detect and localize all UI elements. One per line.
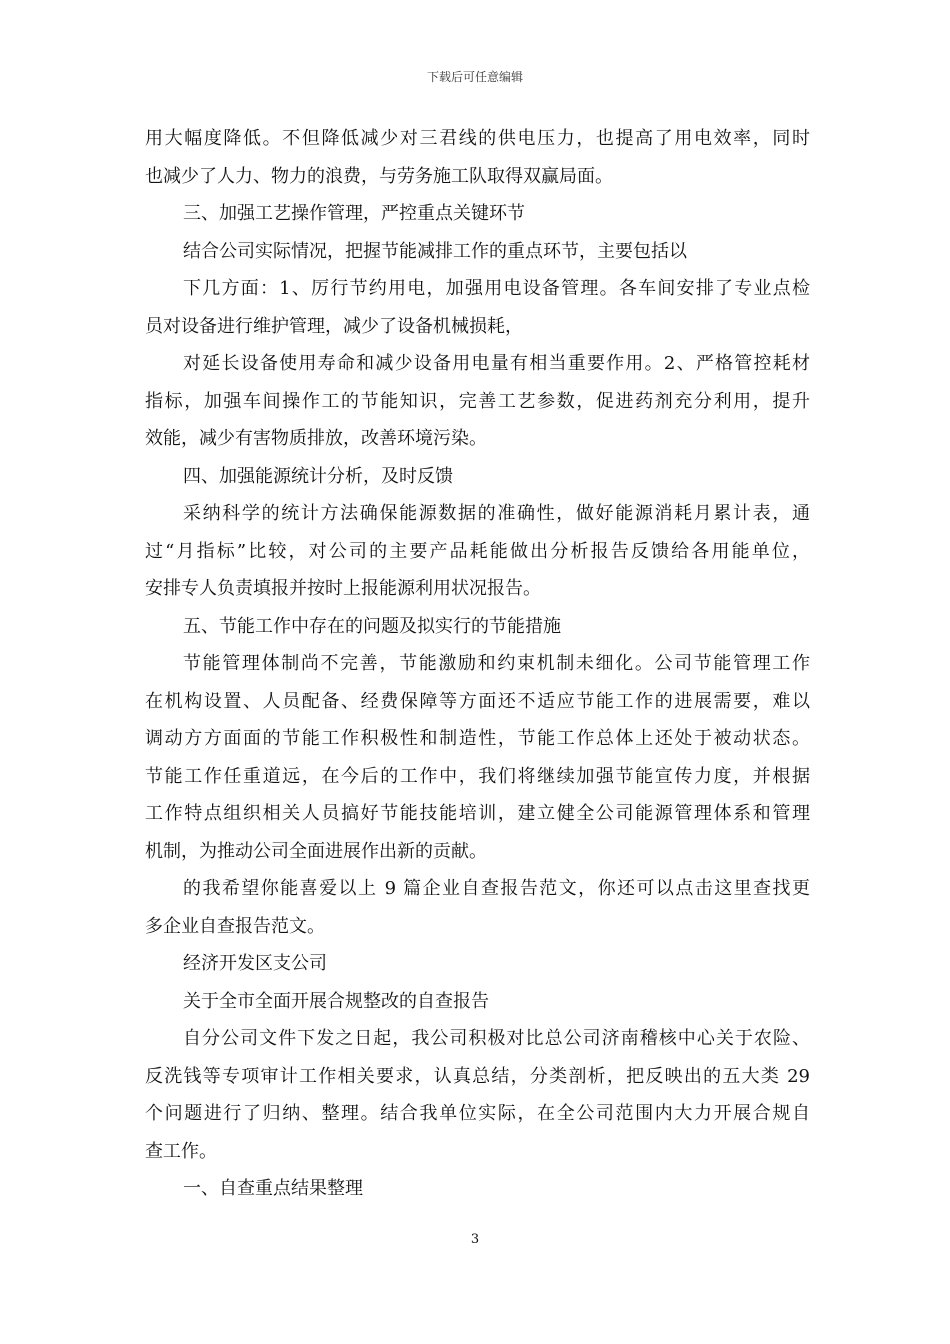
paragraph-line: 安排专人负责填报并按时上报能源利用状况报告。 <box>145 578 541 599</box>
paragraph-line: 采纳科学的统计方法确保能源数据的准确性，做好能源消耗月累计表，通 <box>183 503 810 524</box>
paragraph-line: 在机构设置、人员配备、经费保障等方面还不适应节能工作的进展需要，难以 <box>145 690 810 712</box>
section-heading: 五、节能工作中存在的问题及拟实行的节能措施 <box>183 615 561 637</box>
section-heading: 经济开发区支公司 <box>183 953 327 974</box>
paragraph-line: 多企业自查报告范文。 <box>145 915 325 937</box>
paragraph-line: 员对设备进行维护管理，减少了设备机械损耗， <box>145 315 523 337</box>
paragraph-line: 结合公司实际情况，把握节能减排工作的重点环节，主要包括以 <box>183 240 687 262</box>
paragraph-line: 工作特点组织相关人员搞好节能技能培训，建立健全公司能源管理体系和管理 <box>145 803 810 824</box>
paragraph-line: 也减少了人力、物力的浪费，与劳务施工队取得双赢局面。 <box>145 165 613 187</box>
paragraph-line: 反洗钱等专项审计工作相关要求，认真总结，分类剖析，把反映出的五大类 29 <box>145 1065 810 1087</box>
paragraph-line: 节能管理体制尚不完善，节能激励和约束机制未细化。公司节能管理工作 <box>183 653 810 674</box>
section-heading: 三、加强工艺操作管理，严控重点关键环节 <box>183 203 525 224</box>
paragraph-line: 的我希望你能喜爱以上 9 篇企业自查报告范文，你还可以点击这里查找更 <box>183 878 810 899</box>
section-heading: 关于全市全面开展合规整改的自查报告 <box>183 990 489 1012</box>
document-body <box>145 120 810 1208</box>
paragraph-line: 过“月指标”比较，对公司的主要产品耗能做出分析报告反馈给各用能单位， <box>145 540 810 562</box>
page-number: 3 <box>470 1232 480 1247</box>
paragraph-line: 调动方方面面的节能工作积极性和制造性，节能工作总体上还处于被动状态。 <box>145 728 810 749</box>
paragraph-line: 查工作。 <box>145 1140 217 1162</box>
page-header-note: 下载后可任意编辑 <box>426 70 523 84</box>
paragraph-line: 效能，减少有害物质排放，改善环境污染。 <box>145 428 487 449</box>
paragraph-line: 下几方面：1、厉行节约用电，加强用电设备管理。各车间安排了专业点检 <box>183 278 810 299</box>
paragraph-line: 指标，加强车间操作工的节能知识，完善工艺参数，促进药剂充分利用，提升 <box>145 390 810 412</box>
section-heading: 四、加强能源统计分析，及时反馈 <box>183 465 453 487</box>
paragraph-line: 自分公司文件下发之日起，我公司积极对比总公司济南稽核中心关于农险、 <box>183 1028 810 1049</box>
paragraph-line: 个问题进行了归纳、整理。结合我单位实际，在全公司范围内大力开展合规自 <box>145 1103 810 1124</box>
paragraph-line: 节能工作任重道远，在今后的工作中，我们将继续加强节能宣传力度，并根据 <box>145 765 810 787</box>
paragraph-line: 机制，为推动公司全面进展作出新的贡献。 <box>145 840 487 862</box>
section-heading: 一、自查重点结果整理 <box>183 1178 363 1199</box>
paragraph-line: 对延长设备使用寿命和减少设备用电量有相当重要作用。2、严格管控耗材 <box>183 353 810 374</box>
paragraph-line: 用大幅度降低。不但降低减少对三君线的供电压力，也提高了用电效率，同时 <box>145 128 810 149</box>
